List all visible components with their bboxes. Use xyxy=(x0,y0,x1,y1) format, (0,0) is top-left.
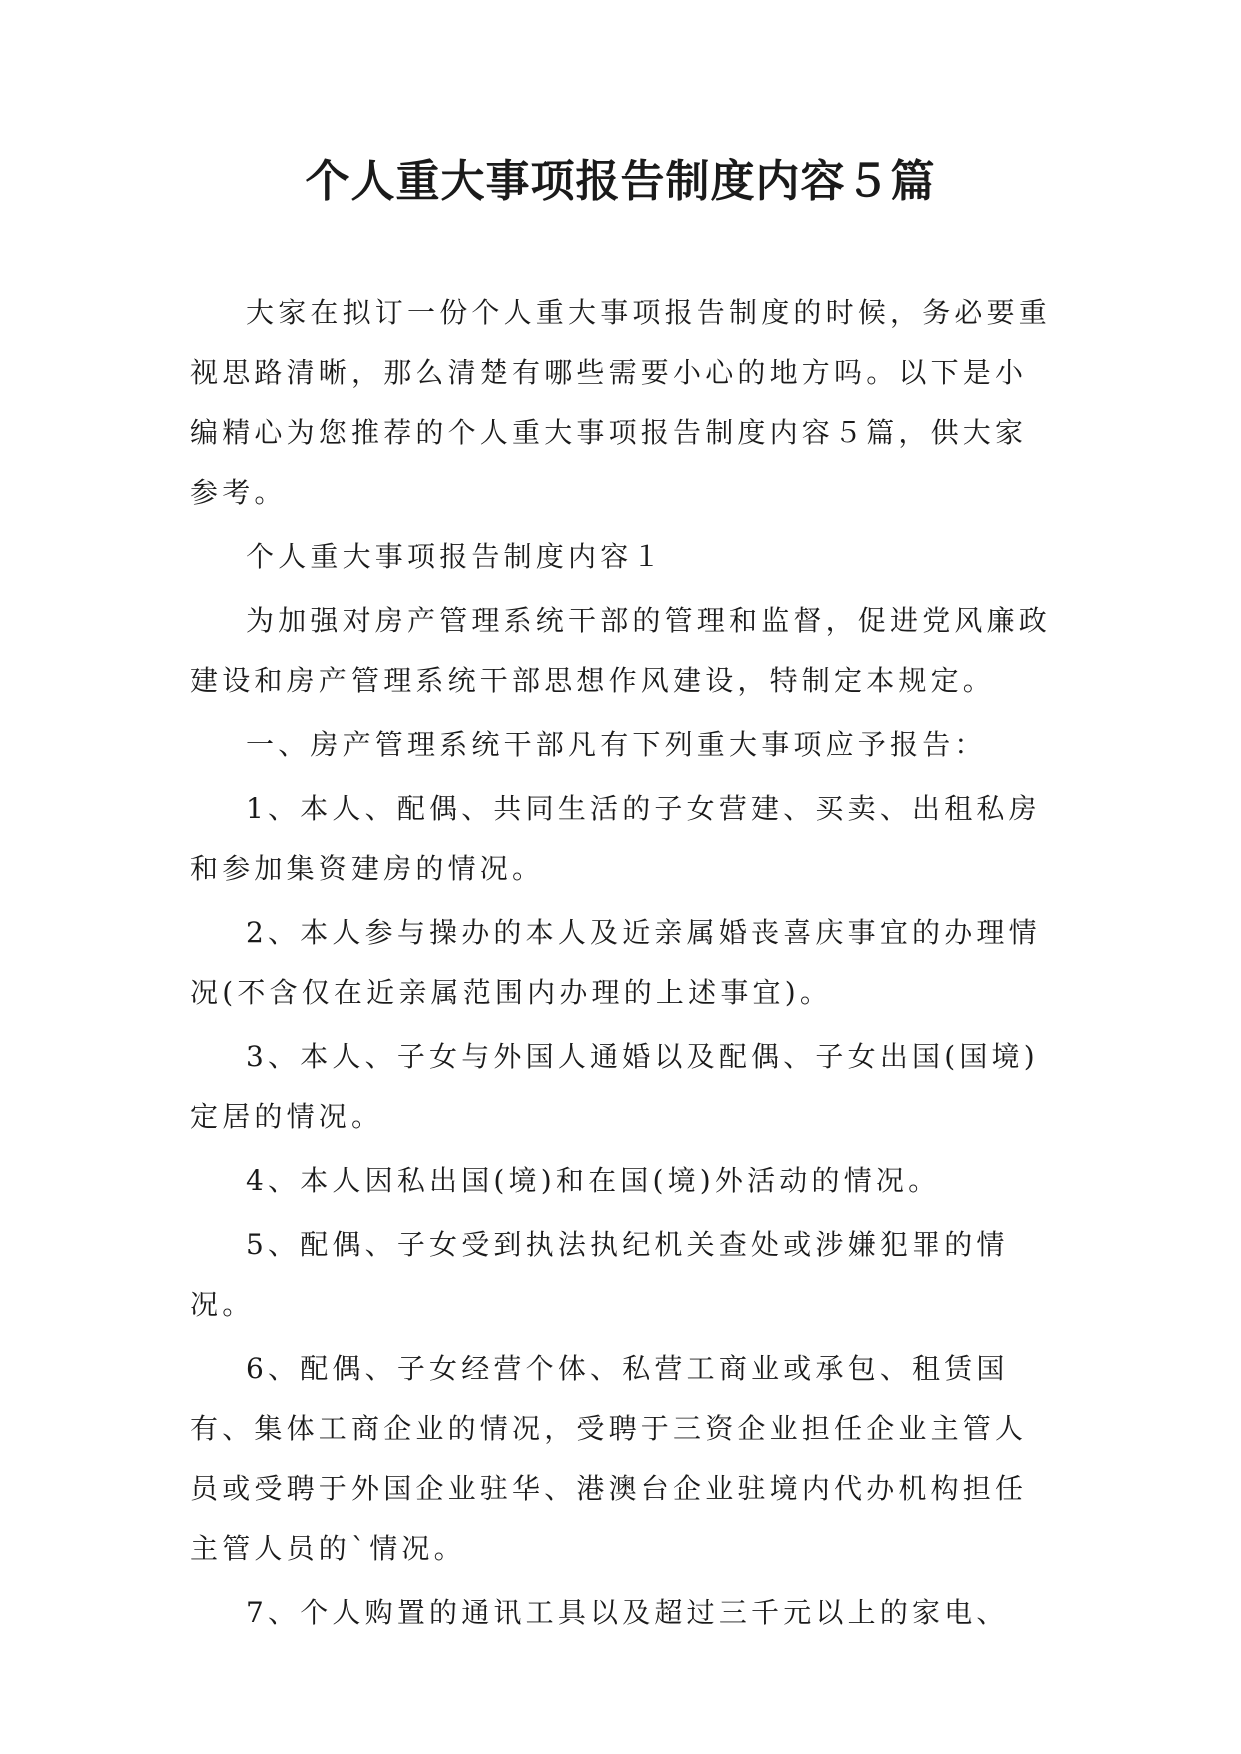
list-item-1: 1、本人、配偶、共同生活的子女营建、买卖、出租私房和参加集资建房的情况。 xyxy=(190,792,1041,885)
document-body xyxy=(190,283,1052,1647)
document-title: 个人重大事项报告制度内容５篇 xyxy=(305,156,936,207)
paragraph-clause-1: 一、房产管理系统干部凡有下列重大事项应予报告： xyxy=(246,728,987,761)
list-item-5: 5、配偶、子女受到执法执纪机关查处或涉嫌犯罪的情况。 xyxy=(190,1228,1009,1321)
list-item-7: 7、个人购置的通讯工具以及超过三千元以上的家电、 xyxy=(246,1596,1009,1629)
list-item-6: 6、配偶、子女经营个体、私营工商业或承包、租赁国有、集体工商企业的情况，受聘于三资企业担任企业主管人员或受聘于外国企业驻华、港澳台企业驻境内代办机构担任主管人员的`情况。 xyxy=(190,1352,1028,1565)
intro-paragraph: 大家在拟订一份个人重大事项报告制度的时候，务必要重视思路清晰，那么清楚有哪些需要小心的地方吗。以下是小编精心为您推荐的个人重大事项报告制度内容５篇，供大家参考。 xyxy=(190,296,1052,509)
section-heading-1: 个人重大事项报告制度内容１ xyxy=(246,540,665,573)
paragraph-purpose: 为加强对房产管理系统干部的管理和监督，促进党风廉政建设和房产管理系统干部思想作风建设，特制定本规定。 xyxy=(190,604,1052,697)
list-item-3: 3、本人、子女与外国人通婚以及配偶、子女出国(国境)定居的情况。 xyxy=(190,1040,1039,1133)
list-item-2: 2、本人参与操办的本人及近亲属婚丧喜庆事宜的办理情况(不含仅在近亲属范围内办理的上述事宜)。 xyxy=(190,916,1041,1009)
list-item-4: 4、本人因私出国(境)和在国(境)外活动的情况。 xyxy=(246,1164,941,1197)
